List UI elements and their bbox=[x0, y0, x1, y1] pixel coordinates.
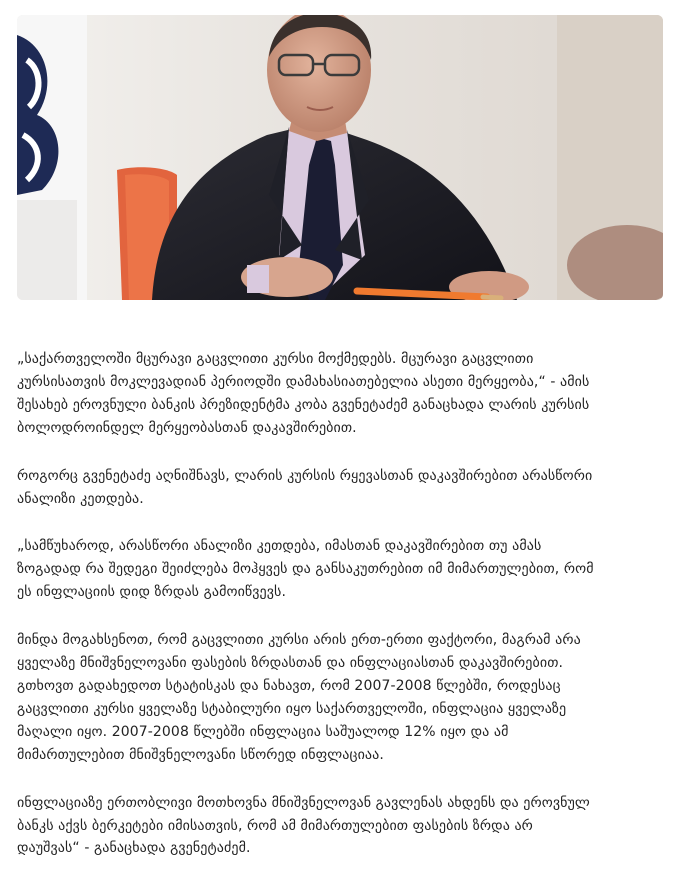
text-line: მინდა მოგახსენოთ, რომ გაცვლითი კურსი არის ერთ-ერთი ფაქტორი, მაგრამ არა bbox=[17, 632, 581, 649]
article-paragraph bbox=[17, 535, 669, 604]
text-line: როგორც გვენეტაძე აღნიშნავს, ლარის კურსის რყევასთან დაკავშირებით არასწორი bbox=[17, 467, 593, 484]
text-line: ყველაზე მნიშვნელოვანი ფასების ზრდასთან და ინფლაციასთან დაკავშირებით. bbox=[17, 655, 564, 672]
text-line: „სამწუხაროდ, არასწორი ანალიზი კეთდება, იმასთან დაკავშირებით თუ ამას bbox=[17, 538, 542, 555]
text-line: ეს ინფლაციის დიდ ზრდას გამოიწვევს. bbox=[17, 584, 287, 601]
text-line: მაღალი იყო. 2007-2008 წლებში ინფლაცია საშუალოდ 12% იყო და ამ bbox=[17, 723, 509, 740]
text-line: ზოგადად რა შედეგი შეიძლება მოჰყვეს და განსაკუთრებით იმ მიმართულებით, რომ bbox=[17, 561, 594, 578]
text-line: გაცვლითი კურსი ყველაზე სტაბილური იყო საქართველოში, ინფლაცია ყველაზე bbox=[17, 700, 567, 717]
text-line: ანალიზი კეთდება. bbox=[17, 490, 144, 507]
portrait-photo bbox=[17, 15, 663, 300]
text-line: გთხოვთ გადახედოთ სტატისკას და ნახავთ, რომ 2007-2008 წლებში, როდესაც bbox=[17, 677, 561, 694]
text-line: მიმართულებით მნიშვნელოვანი სწორედ ინფლაციაა. bbox=[17, 746, 384, 763]
text-line: კურსისათვის მოკლევადიან პერიოდში დამახასიათებელია ასეთი მერყეობა,“ - ამის bbox=[17, 373, 590, 390]
article-photo bbox=[17, 15, 663, 300]
text-line: ბანკს აქვს ბერკეტები იმისათვის, რომ ამ მიმართულებით ფასების ზრდა არ bbox=[17, 817, 533, 834]
text-line: ბოლოდროინდელ მერყეობასთან დაკავშირებით. bbox=[17, 419, 357, 436]
article-paragraph bbox=[17, 792, 669, 861]
article-paragraph bbox=[17, 348, 669, 440]
article-paragraph bbox=[17, 465, 669, 511]
text-line: დაუშვას“ - განაცხადა გვენეტაძემ. bbox=[17, 840, 251, 857]
text-line: შესახებ ეროვნული ბანკის პრეზიდენტმა კობა გვენეტაძემ განაცხადა ლარის კურსის bbox=[17, 396, 590, 413]
article-body bbox=[17, 348, 669, 860]
text-line: ინფლაციაზე ერთობლივი მოთხოვნა მნიშვნელოვან გავლენას ახდენს და ეროვნულ bbox=[17, 794, 590, 811]
text-line: „საქართველოში მცურავი გაცვლითი კურსი მოქმედებს. მცურავი გაცვლითი bbox=[17, 351, 534, 367]
article-paragraph bbox=[17, 629, 669, 766]
